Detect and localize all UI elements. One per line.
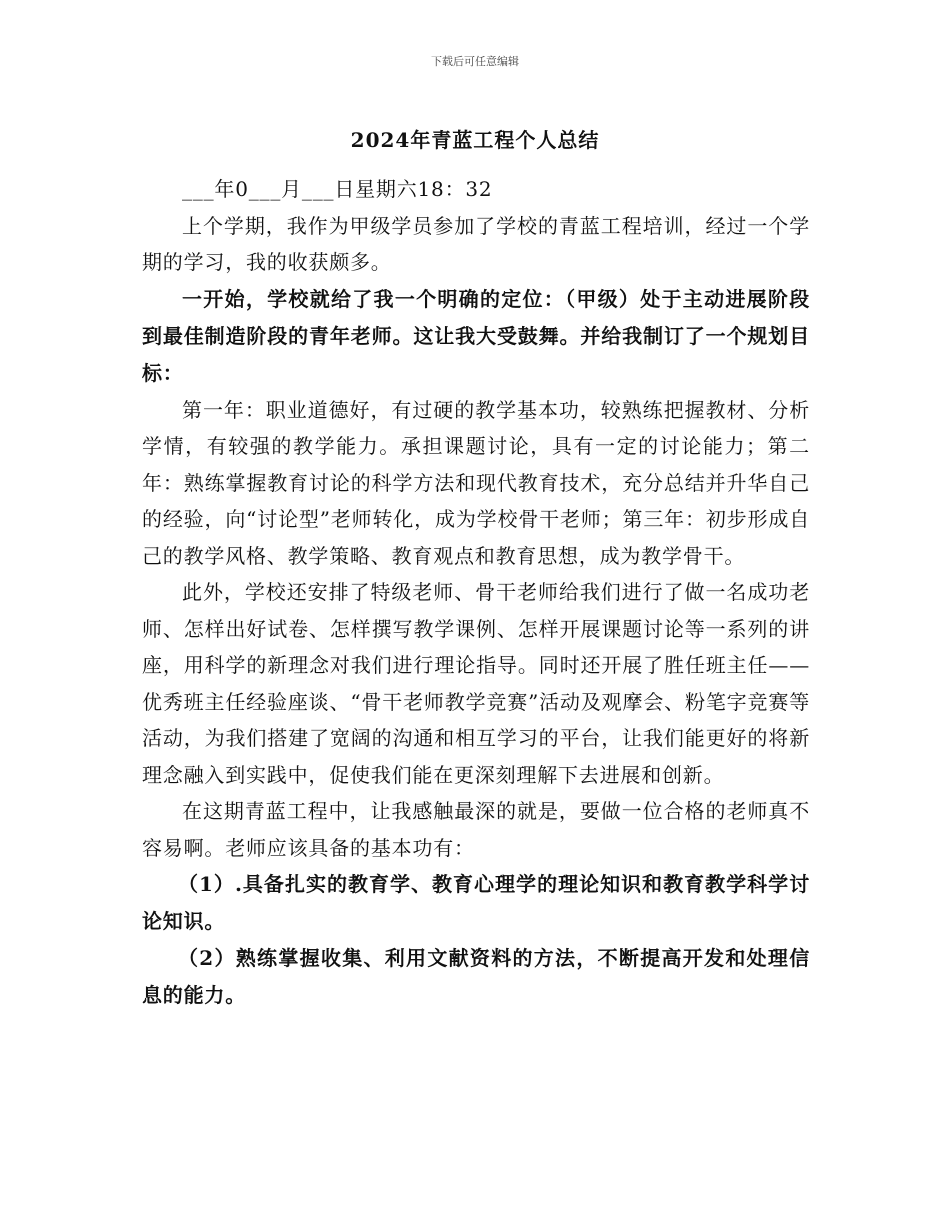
document-body (142, 171, 810, 1014)
activities-paragraph: 此外，学校还安排了特级老师、骨干老师给我们进行了做一名成功老师、怎样出好试卷、怎样撰写教学课例、怎样开展课题讨论等一系列的讲座，用科学的新理念对我们进行理论指导。同时还开展了胜任班主任——优秀班主任经验座谈、“骨干老师教学竞赛”活动及观摩会、粉笔字竞赛等活动，为我们搭建了宽阔的沟通和相互学习的平台，让我们能更好的将新理念融入到实践中，促使我们能在更深刻理解下去进展和创新。 (142, 580, 810, 787)
date-line: ___年0___月___日星期六18：32 (182, 177, 493, 201)
positioning-paragraph: 一开始，学校就给了我一个明确的定位：（甲级）处于主动进展阶段到最佳制造阶段的青年老师。这让我大受鼓舞。并给我制订了一个规划目标： (142, 286, 810, 385)
page-header-note: 下载后可任意编辑 (431, 55, 519, 68)
intro-paragraph: 上个学期，我作为甲级学员参加了学校的青蓝工程培训，经过一个学期的学习，我的收获颇多。 (142, 213, 810, 274)
list-item: （1）.具备扎实的教育学、教育心理学的理论知识和教育教学科学讨论知识。 (142, 872, 810, 933)
document-title: 2024年青蓝工程个人总结 (350, 128, 600, 152)
list-item: （2）熟练掌握收集、利用文献资料的方法，不断提高开发和处理信息的能力。 (142, 946, 810, 1007)
reflection-paragraph: 在这期青蓝工程中，让我感触最深的就是，要做一位合格的老师真不容易啊。老师应该具备的基本功有： (142, 799, 810, 860)
goals-paragraph: 第一年：职业道德好，有过硬的教学基本功，较熟练把握教材、分析学情，有较强的教学能力。承担课题讨论，具有一定的讨论能力；第二年：熟练掌握教育讨论的科学方法和现代教育技术，充分总结并升华自己的经验，向“讨论型”老师转化，成为学校骨干老师；第三年：初步形成自己的教学风格、教学策略、教育观点和教育思想，成为教学骨干。 (142, 397, 810, 568)
